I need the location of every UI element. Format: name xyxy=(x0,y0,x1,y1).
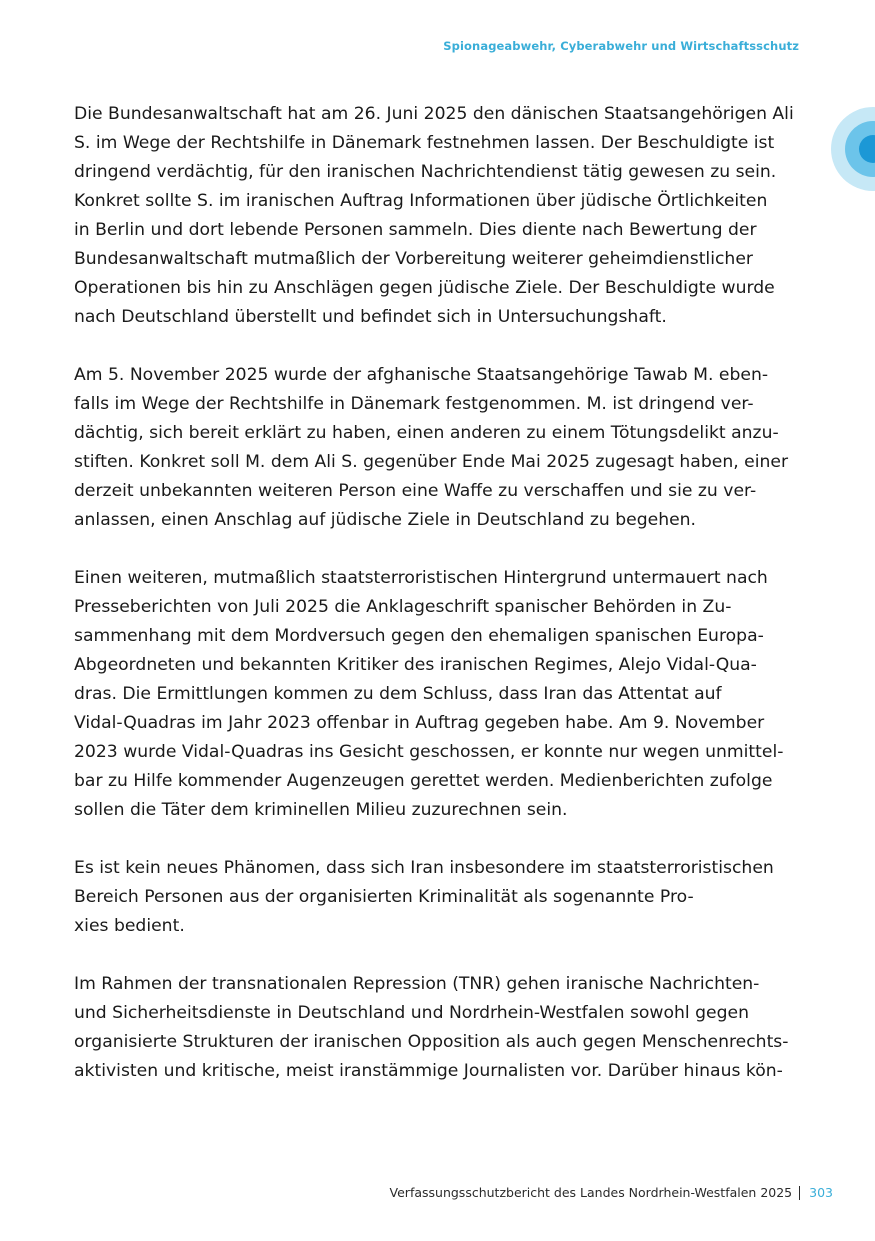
text-line: S. im Wege der Rechtshilfe in Dänemark festnehmen lassen. Der Beschuldigte ist xyxy=(74,133,775,153)
text-line: Abgeordneten und bekannten Kritiker des iranischen Regimes, Alejo Vidal-Qua- xyxy=(74,655,757,675)
text-line: nach Deutschland überstellt und befindet sich in Untersuchungshaft. xyxy=(74,307,667,327)
text-line: dringend verdächtig, für den iranischen Nachrichtendienst tätig gewesen zu sein. xyxy=(74,162,777,182)
text-line: derzeit unbekannten weiteren Person eine Waffe zu verschaffen und sie zu ver- xyxy=(74,481,757,501)
text-line: dras. Die Ermittlungen kommen zu dem Schluss, dass Iran das Attentat auf xyxy=(74,684,722,704)
text-line: aktivisten und kritische, meist iranstämmige Journalisten vor. Darüber hinaus kön- xyxy=(74,1061,783,1081)
text-line: Bundesanwaltschaft mutmaßlich der Vorbereitung weiterer geheimdienstlicher xyxy=(74,249,753,269)
text-line: sollen die Täter dem kriminellen Milieu zuzurechnen sein. xyxy=(74,800,568,820)
text-line: bar zu Hilfe kommender Augenzeugen gerettet werden. Medienberichten zufolge xyxy=(74,771,773,791)
text-line: organisierte Strukturen der iranischen Opposition als auch gegen Menschenrechts- xyxy=(74,1032,789,1052)
text-line: xies bedient. xyxy=(74,916,185,936)
text-line: Die Bundesanwaltschaft hat am 26. Juni 2025 den dänischen Staatsangehörigen Ali xyxy=(74,104,794,124)
paragraph xyxy=(74,854,804,941)
text-line: Am 5. November 2025 wurde der afghanische Staatsangehörige Tawab M. eben- xyxy=(74,365,769,385)
text-line: Bereich Personen aus der organisierten Kriminalität als sogenannte Pro- xyxy=(74,887,694,907)
paragraph xyxy=(74,100,804,332)
paragraph xyxy=(74,361,804,535)
page-footer xyxy=(390,1185,833,1200)
footer-publication-title: Verfassungsschutzbericht des Landes Nordrhein-Westfalen 2025 xyxy=(389,1185,793,1200)
body-text xyxy=(74,100,804,1115)
section-circle-icon xyxy=(831,107,875,191)
text-line: stiften. Konkret soll M. dem Ali S. gegenüber Ende Mai 2025 zugesagt haben, einer xyxy=(74,452,789,472)
paragraph xyxy=(74,970,804,1086)
page-number: 303 xyxy=(809,1185,833,1200)
text-line: 2023 wurde Vidal-Quadras ins Gesicht geschossen, er konnte nur wegen unmittel- xyxy=(74,742,784,762)
text-line: Konkret sollte S. im iranischen Auftrag Informationen über jüdische Örtlichkeiten xyxy=(74,191,768,211)
text-line: in Berlin und dort lebende Personen sammeln. Dies diente nach Bewertung der xyxy=(74,220,757,240)
text-line: und Sicherheitsdienste in Deutschland und Nordrhein-Westfalen sowohl gegen xyxy=(74,1003,749,1023)
text-line: Im Rahmen der transnationalen Repression (TNR) gehen iranische Nachrichten- xyxy=(74,974,760,994)
paragraph xyxy=(74,564,804,825)
text-line: Einen weiteren, mutmaßlich staatsterroristischen Hintergrund untermauert nach xyxy=(74,568,768,588)
text-line: Es ist kein neues Phänomen, dass sich Iran insbesondere im staatsterroristischen xyxy=(74,858,774,878)
text-line: Operationen bis hin zu Anschlägen gegen jüdische Ziele. Der Beschuldigte wurde xyxy=(74,278,775,298)
text-line: falls im Wege der Rechtshilfe in Dänemark festgenommen. M. ist dringend ver- xyxy=(74,394,754,414)
text-line: dächtig, sich bereit erklärt zu haben, einen anderen zu einem Tötungsdelikt anzu- xyxy=(74,423,779,443)
text-line: Presseberichten von Juli 2025 die Anklageschrift spanischer Behörden in Zu- xyxy=(74,597,732,617)
text-line: sammenhang mit dem Mordversuch gegen den ehemaligen spanischen Europa- xyxy=(74,626,764,646)
running-header: Spionageabwehr, Cyberabwehr und Wirtschaftsschutz xyxy=(443,39,799,53)
text-line: anlassen, einen Anschlag auf jüdische Ziele in Deutschland zu begehen. xyxy=(74,510,697,530)
footer-divider xyxy=(799,1186,800,1200)
text-line: Vidal-Quadras im Jahr 2023 offenbar in Auftrag gegeben habe. Am 9. November xyxy=(74,713,765,733)
